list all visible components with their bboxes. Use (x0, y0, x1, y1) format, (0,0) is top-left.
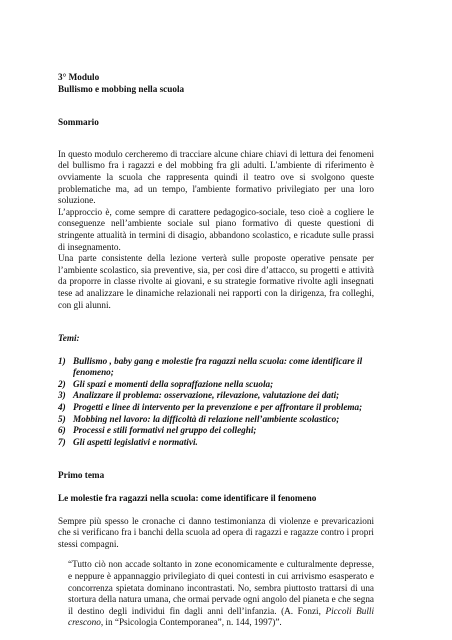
module-number: 3° Modulo (58, 72, 100, 82)
theme-item: 7) Gli aspetti legislativi e normativi. (58, 436, 198, 447)
module-subtitle: Bullismo e mobbing nella scuola (58, 83, 185, 94)
summary-paragraph-2: L’approccio è, come sempre di carattere pedagogico-sociale, teso cioè a cogliere le conseguenze nell’ambiente sociale sul piano formativo di queste questioni di stringente attualità in termini di disagio, abbandono scolastico, e ricadute sulle prassi di insegnamento. (58, 206, 374, 252)
theme-item: 2) Gli spazi e momenti della sopraffazione nella scuola; (58, 378, 274, 389)
themes-heading: Temi: (58, 333, 80, 344)
themes-list (58, 356, 374, 449)
first-theme-subheading: Le molestie fra ragazzi nella scuola: come identificare il fenomeno (58, 493, 317, 504)
theme-item: 4) Progetti e linee di intervento per la prevenzione e per affrontare il problema; (58, 402, 363, 413)
theme-item: 3) Analizzare il problema: osservazione, rilevazione, valutazione dei dati; (58, 390, 340, 401)
theme-item: 6) Processi e stili formativi nel gruppo dei colleghi; (58, 425, 257, 436)
document-body (58, 72, 374, 629)
summary-paragraph-1: In questo modulo cercheremo di tracciare alcune chiare chiavi di lettura dei fenomeni del bullismo fra i ragazzi e del mobbing fra gli adulti. L'ambiente di riferimento è ovviamente la scuola che rappresenta quindi il teatro ove si svolgono queste problematiche ma, ad un tempo, l'ambiente formativo privilegiato per una loro soluzione. (58, 148, 374, 206)
quotation: “Tutto ciò non accade soltanto in zone economicamente e culturalmente depresse, e neppure è appannaggio privilegiato di quei contesti in cui arrivismo esasperato e concorrenza spietata dominano incontrastati. No, sembra piuttosto trattarsi di una stortura della natura umana, che ormai pervade ogni angolo del pianeta e che segna il destino degli individui fin dagli anni dell’infanzia. (A. Fonzi, Piccoli Bulli crescono, in “Psicologia Contemporanea”, n. 144, 1997)”. (68, 559, 374, 628)
first-theme-paragraph: Sempre più spesso le cronache ci danno testimonianza di violenze e prevaricazioni che si verificano fra i banchi della scuola ad opera di ragazzi e ragazze contro i propri stessi compagni. (58, 515, 374, 549)
quote-book-title: Piccoli Bulli crescono (68, 605, 374, 628)
first-theme-heading: Primo tema (58, 470, 105, 481)
theme-item: 5) Mobbing nel lavoro: la difficoltà di relazione nell’ambiente scolastico; (58, 413, 340, 424)
summary-heading: Sommario (58, 117, 99, 128)
summary-paragraph-3: Una parte consistente della lezione verterà sulle proposte operative pensate per l’ambiente scolastico, sia preventive, sia, per così dire d’attacco, su progetti e attività da proporre in classe rivolte ai giovani, e su strategie formative rivolte agli insegnati tese ad analizzare le dinamiche relazionali nei rapporti con la dirigenza, fra colleghi, con gli alunni. (58, 253, 374, 310)
theme-item: 1) Bullismo , baby gang e molestie fra ragazzi nella scuola: come identificare il fenomeno; (58, 355, 363, 378)
